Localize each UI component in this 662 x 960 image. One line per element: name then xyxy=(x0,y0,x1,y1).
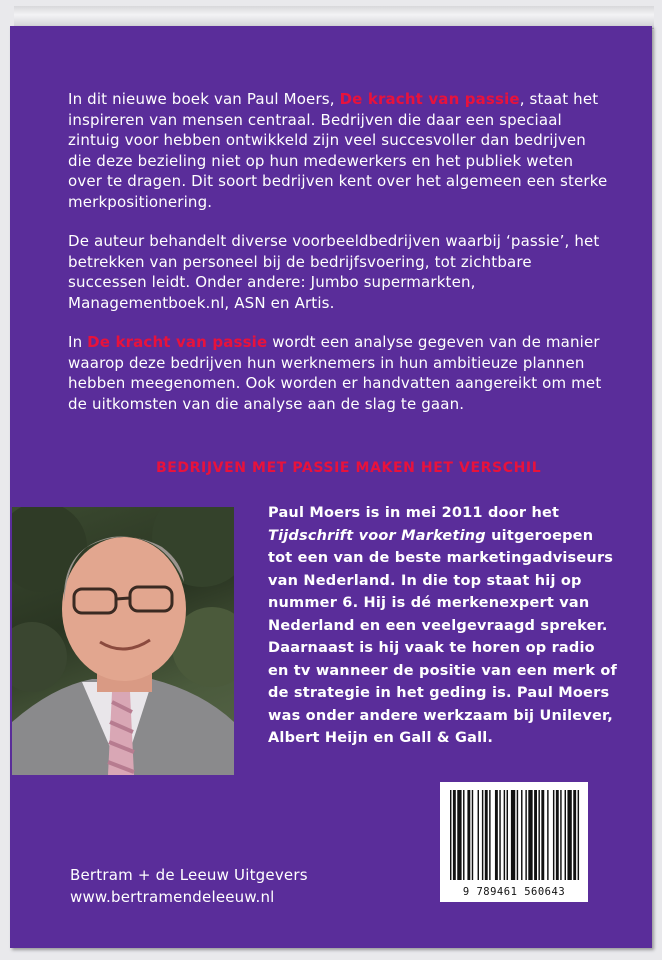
isbn-number: 9 789461 560643 xyxy=(462,886,566,898)
tagline: BEDRIJVEN MET PASSIE MAKEN HET VERSCHIL xyxy=(156,460,542,476)
blurb xyxy=(68,89,608,433)
publisher-info xyxy=(70,864,308,908)
book-title: De kracht van passie xyxy=(339,90,520,108)
book-back-cover xyxy=(10,26,652,948)
publisher-name: Bertram + de Leeuw Uitgevers xyxy=(70,866,308,884)
author-photo xyxy=(12,507,234,775)
barcode-bars xyxy=(440,782,588,902)
author-bio: Paul Moers is in mei 2011 door het Tijdschrift voor Marketing uitgeroepen tot een van de beste marketingadviseurs van Nederland. In die top staat hij op nummer 6. Hij is dé merkenexpert van Nederland en een veelgevraagd spreker. Daarnaast is hij vaak te horen op radio en tv wanneer de positie van een merk of de strategie in het geding is. Paul Moers was onder andere werkzaam bij Unilever, Albert Heijn en Gall & Gall. xyxy=(268,505,618,746)
magazine-name: Tijdschrift voor Marketing xyxy=(268,527,486,544)
blurb-paragraph-1: In dit nieuwe boek van Paul Moers, De kracht van passie, staat het inspireren van mensen centraal. Bedrijven die daar een speciaal zintuig voor hebben ontwikkeld zijn veel succesvoller dan bedrijven die deze bezieling niet op hun medewerkers en het publiek weten over te dragen. Dit soort bedrijven kent over het algemeen een sterke merkpositionering. xyxy=(68,90,608,211)
book-title-2: De kracht van passie xyxy=(87,333,268,351)
isbn-barcode xyxy=(440,782,588,902)
publisher-website[interactable]: www.bertramendeleeuw.nl xyxy=(70,888,275,906)
blurb-paragraph-3: In De kracht van passie wordt een analyse gegeven van de manier waarop deze bedrijven hun werknemers in hun ambitieuze plannen hebben meegenomen. Ook worden er handvatten aangereikt om met de uitkomsten van die analyse aan de slag te gaan. xyxy=(68,333,602,413)
blurb-paragraph-2: De auteur behandelt diverse voorbeeldbedrijven waarbij ‘passie’, het betrekken van personeel bij de bedrijfsvoering, tot zichtbare successen leidt. Onder andere: Jumbo supermarkten, Managementboek.nl, ASN en Artis. xyxy=(68,232,600,312)
